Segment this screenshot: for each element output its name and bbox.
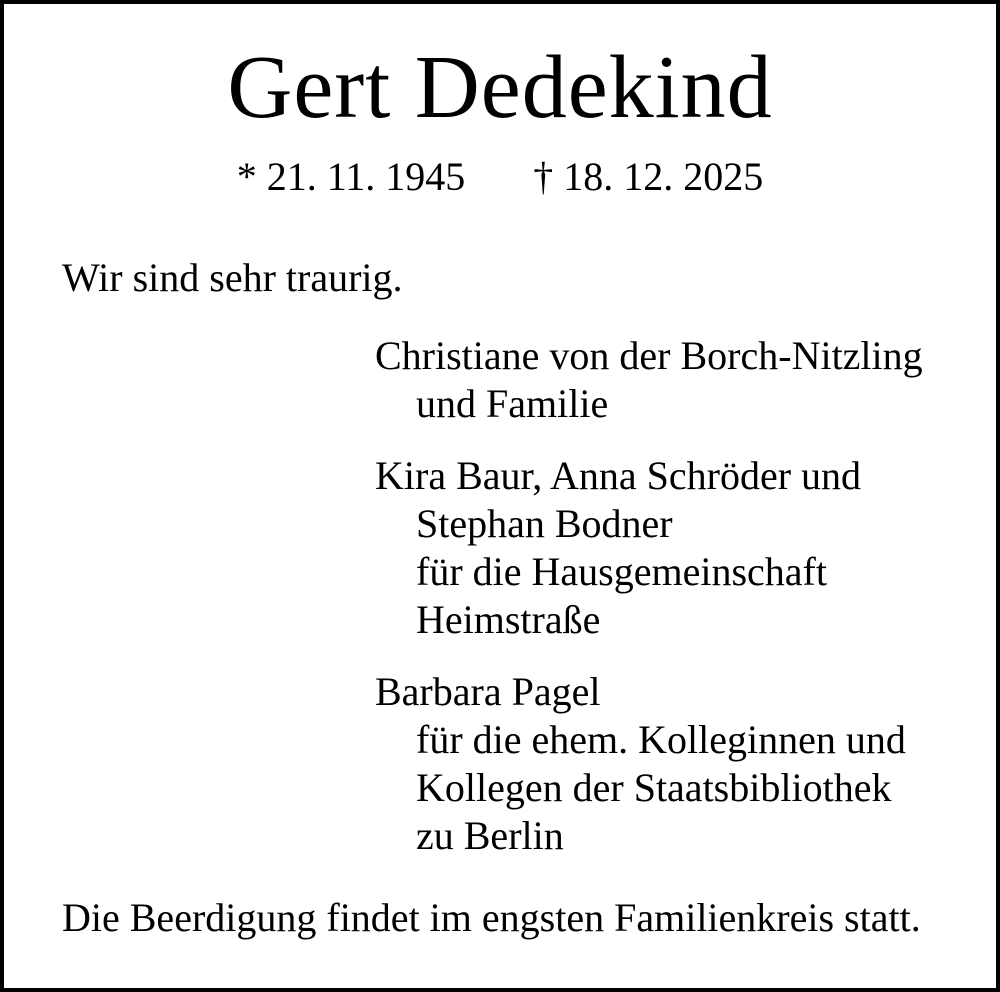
birth-date: * 21. 11. 1945 [236, 154, 466, 199]
intro-text: Wir sind sehr traurig. [62, 255, 403, 300]
deceased-name: Gert Dedekind [227, 38, 773, 137]
mourner-line: Barbara Pagel [375, 669, 601, 714]
mourner-line: Kollegen der Staatsbibliothek [416, 765, 892, 810]
mourners-list [375, 332, 996, 860]
mourner-group-hausgemeinschaft [375, 452, 996, 644]
mourner-line: Kira Baur, Anna Schröder und [375, 453, 862, 498]
mourner-line: zu Berlin [416, 813, 564, 858]
mourner-group-family [375, 332, 996, 428]
mourner-line: Christiane von der Borch-Nitzling [375, 333, 923, 378]
mourner-line: Heimstraße [416, 597, 601, 642]
mourner-line: und Familie [416, 381, 609, 426]
life-dates [4, 154, 996, 200]
footer-text: Die Beerdigung findet im engsten Familienkreis statt. [62, 895, 921, 940]
mourner-group-kollegen [375, 668, 996, 860]
mourner-line: für die Hausgemeinschaft [416, 549, 827, 594]
mourner-line: für die ehem. Kolleginnen und [416, 717, 906, 762]
death-date: † 18. 12. 2025 [533, 154, 764, 199]
mourner-line: Stephan Bodner [416, 501, 673, 546]
